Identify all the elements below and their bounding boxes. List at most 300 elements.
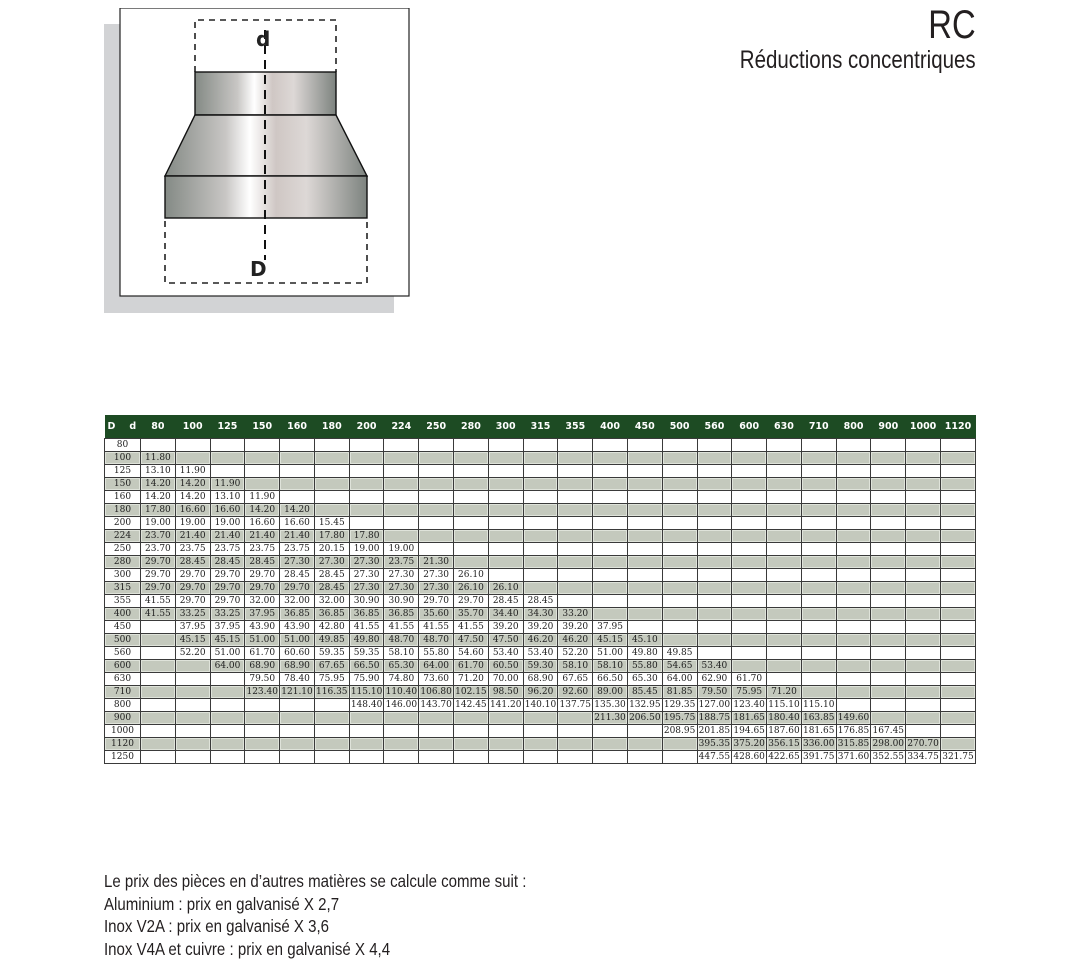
price-cell: 116.35 bbox=[316, 687, 348, 697]
price-cell bbox=[767, 673, 802, 686]
column-header-d-630: 630 bbox=[767, 415, 802, 439]
column-header-d-500: 500 bbox=[662, 415, 697, 439]
price-cell: 71.20 bbox=[767, 686, 802, 699]
price-cell: 58.10 bbox=[593, 660, 628, 673]
price-cell bbox=[454, 712, 489, 725]
price-cell: 36.85 bbox=[280, 608, 315, 621]
price-cell: 39.20 bbox=[488, 621, 523, 634]
price-cell bbox=[384, 530, 419, 543]
table-row bbox=[105, 569, 976, 582]
column-header-d-80: 80 bbox=[141, 415, 176, 439]
price-cell: 79.50 bbox=[697, 686, 732, 699]
price-cell: 29.70 bbox=[280, 582, 315, 595]
price-cell bbox=[697, 595, 732, 608]
price-cell: 51.00 bbox=[593, 647, 628, 660]
price-cell bbox=[871, 452, 906, 465]
price-cell: 51.00 bbox=[245, 634, 280, 647]
price-cell bbox=[801, 595, 836, 608]
price-cell bbox=[314, 465, 349, 478]
table-row bbox=[105, 686, 976, 699]
row-header-D: 200 bbox=[105, 517, 141, 530]
price-cell: 36.85 bbox=[314, 608, 349, 621]
column-header-d-300: 300 bbox=[488, 415, 523, 439]
price-cell: 106.80 bbox=[420, 687, 452, 697]
price-cell bbox=[801, 569, 836, 582]
price-cell: 51.00 bbox=[280, 634, 315, 647]
price-cell bbox=[662, 439, 697, 452]
row-header-D: 180 bbox=[105, 504, 141, 517]
price-cell: 53.40 bbox=[523, 647, 558, 660]
price-cell bbox=[836, 569, 871, 582]
price-cell: 140.10 bbox=[524, 700, 557, 710]
row-header-D: 800 bbox=[105, 699, 141, 712]
price-cell bbox=[871, 699, 906, 712]
price-cell: 45.15 bbox=[175, 634, 210, 647]
price-cell: 188.75 bbox=[698, 713, 731, 723]
price-cell bbox=[523, 504, 558, 517]
price-cell bbox=[419, 491, 454, 504]
price-cell bbox=[141, 439, 176, 452]
price-cell bbox=[732, 621, 767, 634]
price-cell bbox=[836, 491, 871, 504]
price-cell bbox=[454, 465, 489, 478]
price-cell: 78.40 bbox=[280, 673, 315, 686]
price-cell bbox=[836, 686, 871, 699]
price-cell: 65.30 bbox=[384, 660, 419, 673]
price-cell bbox=[836, 504, 871, 517]
price-cell bbox=[523, 517, 558, 530]
price-cell: 29.70 bbox=[175, 582, 210, 595]
price-cell bbox=[523, 725, 558, 738]
price-cell bbox=[836, 530, 871, 543]
table-row bbox=[105, 491, 976, 504]
price-cell bbox=[627, 439, 662, 452]
price-cell: 270.70 bbox=[907, 739, 939, 749]
price-cell: 79.50 bbox=[245, 673, 280, 686]
price-cell bbox=[732, 465, 767, 478]
price-cell bbox=[175, 751, 210, 764]
price-cell bbox=[593, 491, 628, 504]
column-header-d-150: 150 bbox=[245, 415, 280, 439]
price-cell: 59.30 bbox=[523, 660, 558, 673]
price-cell: 45.15 bbox=[210, 634, 245, 647]
price-cell bbox=[141, 647, 176, 660]
column-header-d-560: 560 bbox=[697, 415, 732, 439]
price-cell: 26.10 bbox=[454, 582, 489, 595]
price-cell: 30.90 bbox=[384, 595, 419, 608]
price-cell bbox=[697, 478, 732, 491]
price-cell bbox=[488, 517, 523, 530]
price-cell bbox=[454, 543, 489, 556]
price-cell bbox=[906, 634, 941, 647]
price-cell bbox=[940, 621, 975, 634]
price-cell bbox=[836, 478, 871, 491]
price-cell bbox=[141, 738, 176, 751]
price-cell bbox=[245, 478, 280, 491]
price-cell bbox=[697, 608, 732, 621]
price-cell bbox=[627, 569, 662, 582]
price-cell bbox=[662, 608, 697, 621]
row-header-D: 450 bbox=[105, 621, 141, 634]
price-cell: 28.45 bbox=[314, 569, 349, 582]
row-header-D: 560 bbox=[105, 647, 141, 660]
price-cell: 29.70 bbox=[175, 569, 210, 582]
price-cell bbox=[454, 725, 489, 738]
price-cell: 17.80 bbox=[314, 530, 349, 543]
price-cell: 14.20 bbox=[175, 478, 210, 491]
price-cell bbox=[801, 452, 836, 465]
price-cell bbox=[871, 647, 906, 660]
price-cell: 21.40 bbox=[280, 530, 315, 543]
price-cell bbox=[697, 582, 732, 595]
price-cell bbox=[767, 530, 802, 543]
corner-D: D bbox=[107, 421, 116, 432]
price-cell bbox=[454, 556, 489, 569]
price-cell bbox=[767, 621, 802, 634]
price-cell: 29.70 bbox=[210, 595, 245, 608]
price-cell: 45.15 bbox=[593, 634, 628, 647]
price-cell bbox=[836, 608, 871, 621]
column-header-d-125: 125 bbox=[210, 415, 245, 439]
price-cell: 27.30 bbox=[384, 569, 419, 582]
price-cell bbox=[593, 582, 628, 595]
price-cell bbox=[871, 504, 906, 517]
price-cell bbox=[697, 634, 732, 647]
price-cell: 37.95 bbox=[175, 621, 210, 634]
price-cell bbox=[593, 543, 628, 556]
row-header-D: 150 bbox=[105, 478, 141, 491]
price-cell bbox=[836, 673, 871, 686]
price-cell: 19.00 bbox=[210, 517, 245, 530]
price-cell: 49.85 bbox=[314, 634, 349, 647]
price-cell: 54.60 bbox=[454, 647, 489, 660]
column-header-d-200: 200 bbox=[349, 415, 384, 439]
price-cell bbox=[627, 465, 662, 478]
price-cell bbox=[384, 465, 419, 478]
price-cell bbox=[767, 478, 802, 491]
price-cell: 41.55 bbox=[141, 608, 176, 621]
price-cell: 89.00 bbox=[593, 686, 628, 699]
price-cell: 92.60 bbox=[558, 686, 593, 699]
price-cell bbox=[767, 647, 802, 660]
price-cell bbox=[732, 478, 767, 491]
price-cell bbox=[662, 595, 697, 608]
price-cell bbox=[593, 530, 628, 543]
price-cell: 66.50 bbox=[349, 660, 384, 673]
table-row bbox=[105, 699, 976, 712]
price-cell bbox=[349, 491, 384, 504]
price-cell: 49.85 bbox=[662, 647, 697, 660]
price-cell: 23.75 bbox=[384, 556, 419, 569]
column-header-d-450: 450 bbox=[627, 415, 662, 439]
price-cell: 28.45 bbox=[314, 582, 349, 595]
price-cell bbox=[210, 751, 245, 764]
column-header-d-315: 315 bbox=[523, 415, 558, 439]
price-cell: 66.50 bbox=[593, 673, 628, 686]
price-cell bbox=[454, 452, 489, 465]
price-cell bbox=[384, 725, 419, 738]
price-cell: 58.10 bbox=[384, 647, 419, 660]
price-cell bbox=[801, 530, 836, 543]
price-cell: 64.00 bbox=[210, 660, 245, 673]
price-cell: 181.65 bbox=[733, 713, 765, 723]
price-cell bbox=[627, 504, 662, 517]
price-cell: 21.40 bbox=[210, 530, 245, 543]
price-cell bbox=[314, 712, 349, 725]
price-cell bbox=[488, 725, 523, 738]
price-cell bbox=[940, 699, 975, 712]
price-cell bbox=[871, 582, 906, 595]
price-cell bbox=[488, 543, 523, 556]
price-cell bbox=[627, 517, 662, 530]
price-cell bbox=[662, 556, 697, 569]
price-cell bbox=[314, 491, 349, 504]
price-cell bbox=[593, 751, 628, 764]
price-cell bbox=[732, 556, 767, 569]
price-cell bbox=[871, 465, 906, 478]
row-header-D: 355 bbox=[105, 595, 141, 608]
column-header-d-160: 160 bbox=[280, 415, 315, 439]
price-cell bbox=[732, 569, 767, 582]
price-cell bbox=[558, 543, 593, 556]
price-cell bbox=[940, 439, 975, 452]
price-cell bbox=[871, 595, 906, 608]
price-cell: 34.40 bbox=[488, 608, 523, 621]
price-cell bbox=[836, 699, 871, 712]
price-cell: 123.40 bbox=[733, 700, 765, 710]
row-header-D: 250 bbox=[105, 543, 141, 556]
price-cell bbox=[940, 504, 975, 517]
price-cell: 28.45 bbox=[280, 569, 315, 582]
price-cell bbox=[593, 738, 628, 751]
price-cell bbox=[210, 725, 245, 738]
price-cell: 64.00 bbox=[662, 673, 697, 686]
price-cell bbox=[593, 439, 628, 452]
column-header-d-400: 400 bbox=[593, 415, 628, 439]
price-cell bbox=[175, 673, 210, 686]
price-cell bbox=[836, 634, 871, 647]
price-cell bbox=[210, 465, 245, 478]
price-cell: 181.65 bbox=[802, 726, 835, 736]
price-cell bbox=[454, 491, 489, 504]
row-header-D: 500 bbox=[105, 634, 141, 647]
price-cell bbox=[871, 439, 906, 452]
price-cell bbox=[245, 465, 280, 478]
price-cell: 422.65 bbox=[768, 752, 800, 762]
price-cell bbox=[419, 725, 454, 738]
price-cell bbox=[523, 478, 558, 491]
price-cell: 176.85 bbox=[837, 726, 870, 736]
price-cell bbox=[349, 478, 384, 491]
price-cell bbox=[593, 452, 628, 465]
price-cell: 30.90 bbox=[349, 595, 384, 608]
price-cell bbox=[627, 751, 662, 764]
price-cell: 16.60 bbox=[175, 504, 210, 517]
price-cell bbox=[767, 556, 802, 569]
price-cell: 146.00 bbox=[385, 700, 418, 710]
price-cell bbox=[523, 738, 558, 751]
price-cell bbox=[627, 738, 662, 751]
price-cell bbox=[732, 491, 767, 504]
price-cell: 143.70 bbox=[420, 700, 452, 710]
price-cell: 49.80 bbox=[627, 647, 662, 660]
price-cell bbox=[940, 595, 975, 608]
row-header-D: 100 bbox=[105, 452, 141, 465]
price-cell bbox=[419, 530, 454, 543]
price-cell bbox=[175, 725, 210, 738]
price-cell: 194.65 bbox=[733, 726, 765, 736]
price-cell bbox=[210, 452, 245, 465]
price-cell: 60.50 bbox=[488, 660, 523, 673]
price-cell bbox=[662, 569, 697, 582]
price-cell bbox=[627, 621, 662, 634]
price-cell bbox=[454, 439, 489, 452]
price-cell bbox=[697, 452, 732, 465]
price-cell bbox=[488, 452, 523, 465]
price-cell: 71.20 bbox=[454, 673, 489, 686]
price-cell bbox=[593, 465, 628, 478]
row-header-D: 280 bbox=[105, 556, 141, 569]
row-header-D: 125 bbox=[105, 465, 141, 478]
price-cell bbox=[697, 621, 732, 634]
table-row bbox=[105, 647, 976, 660]
price-cell bbox=[349, 439, 384, 452]
column-header-d-1120: 1120 bbox=[940, 415, 975, 439]
price-cell bbox=[940, 647, 975, 660]
price-cell: 29.70 bbox=[454, 595, 489, 608]
price-cell bbox=[558, 725, 593, 738]
price-cell bbox=[732, 504, 767, 517]
price-cell: 54.65 bbox=[662, 660, 697, 673]
price-cell: 23.75 bbox=[175, 543, 210, 556]
price-cell: 19.00 bbox=[175, 517, 210, 530]
row-header-D: 1250 bbox=[105, 751, 141, 764]
price-cell bbox=[558, 751, 593, 764]
price-cell bbox=[627, 543, 662, 556]
price-cell bbox=[767, 504, 802, 517]
price-cell: 142.45 bbox=[455, 700, 487, 710]
price-cell: 19.00 bbox=[384, 543, 419, 556]
price-cell: 28.45 bbox=[175, 556, 210, 569]
price-cell: 27.30 bbox=[384, 582, 419, 595]
price-cell: 51.00 bbox=[210, 647, 245, 660]
price-cell: 115.10 bbox=[350, 687, 383, 697]
price-cell bbox=[523, 543, 558, 556]
column-header-d-355: 355 bbox=[558, 415, 593, 439]
price-cell bbox=[175, 712, 210, 725]
price-cell bbox=[175, 452, 210, 465]
price-cell: 41.55 bbox=[419, 621, 454, 634]
price-cell bbox=[419, 504, 454, 517]
column-header-d-1000: 1000 bbox=[906, 415, 941, 439]
price-cell bbox=[801, 673, 836, 686]
price-cell bbox=[245, 725, 280, 738]
price-cell: 55.80 bbox=[627, 660, 662, 673]
price-cell: 11.80 bbox=[141, 452, 176, 465]
price-cell bbox=[488, 491, 523, 504]
price-cell bbox=[349, 738, 384, 751]
price-cell bbox=[871, 686, 906, 699]
column-header-d-250: 250 bbox=[419, 415, 454, 439]
price-cell bbox=[662, 530, 697, 543]
price-cell bbox=[419, 439, 454, 452]
price-cell bbox=[801, 439, 836, 452]
price-cell bbox=[906, 478, 941, 491]
price-cell bbox=[419, 543, 454, 556]
price-cell bbox=[801, 517, 836, 530]
price-cell bbox=[175, 686, 210, 699]
large-diameter-label: D bbox=[250, 257, 267, 281]
price-cell: 32.00 bbox=[245, 595, 280, 608]
price-cell bbox=[662, 751, 697, 764]
price-cell: 36.85 bbox=[384, 608, 419, 621]
price-cell bbox=[558, 712, 593, 725]
price-cell: 17.80 bbox=[141, 504, 176, 517]
price-cell bbox=[627, 595, 662, 608]
price-cell bbox=[906, 582, 941, 595]
price-cell: 23.75 bbox=[245, 543, 280, 556]
price-cell bbox=[940, 673, 975, 686]
price-cell: 45.10 bbox=[627, 634, 662, 647]
row-header-D: 400 bbox=[105, 608, 141, 621]
price-cell: 32.00 bbox=[314, 595, 349, 608]
price-cell bbox=[940, 608, 975, 621]
price-cell: 11.90 bbox=[210, 478, 245, 491]
price-cell bbox=[280, 439, 315, 452]
price-cell: 11.90 bbox=[245, 491, 280, 504]
price-cell: 20.15 bbox=[314, 543, 349, 556]
price-cell bbox=[419, 738, 454, 751]
price-cell: 206.50 bbox=[629, 713, 661, 723]
price-cell bbox=[627, 491, 662, 504]
price-cell bbox=[627, 608, 662, 621]
price-cell: 129.35 bbox=[663, 700, 696, 710]
price-cell bbox=[558, 582, 593, 595]
price-cell bbox=[245, 712, 280, 725]
price-cell: 167.45 bbox=[872, 726, 905, 736]
price-cell bbox=[627, 556, 662, 569]
price-cell bbox=[662, 504, 697, 517]
price-cell bbox=[697, 439, 732, 452]
price-cell bbox=[836, 465, 871, 478]
price-cell: 29.70 bbox=[210, 569, 245, 582]
note-intro: Le prix des pièces en d’autres matières se calcule comme suit : bbox=[104, 871, 527, 891]
price-cell bbox=[767, 543, 802, 556]
price-cell: 315.85 bbox=[837, 739, 870, 749]
price-cell bbox=[384, 517, 419, 530]
price-cell bbox=[419, 517, 454, 530]
price-cell: 28.45 bbox=[210, 556, 245, 569]
price-cell: 32.00 bbox=[280, 595, 315, 608]
column-header-d-710: 710 bbox=[801, 415, 836, 439]
price-cell: 187.60 bbox=[768, 726, 800, 736]
price-cell bbox=[662, 517, 697, 530]
price-cell: 41.55 bbox=[384, 621, 419, 634]
title-block bbox=[688, 4, 976, 74]
price-cell bbox=[697, 530, 732, 543]
price-cell bbox=[488, 751, 523, 764]
price-cell bbox=[141, 621, 176, 634]
price-cell bbox=[627, 582, 662, 595]
price-cell bbox=[906, 556, 941, 569]
price-cell: 29.70 bbox=[210, 582, 245, 595]
price-cell: 65.30 bbox=[627, 673, 662, 686]
table-row bbox=[105, 621, 976, 634]
price-cell bbox=[871, 608, 906, 621]
price-cell bbox=[801, 478, 836, 491]
price-cell bbox=[767, 491, 802, 504]
price-cell bbox=[906, 686, 941, 699]
